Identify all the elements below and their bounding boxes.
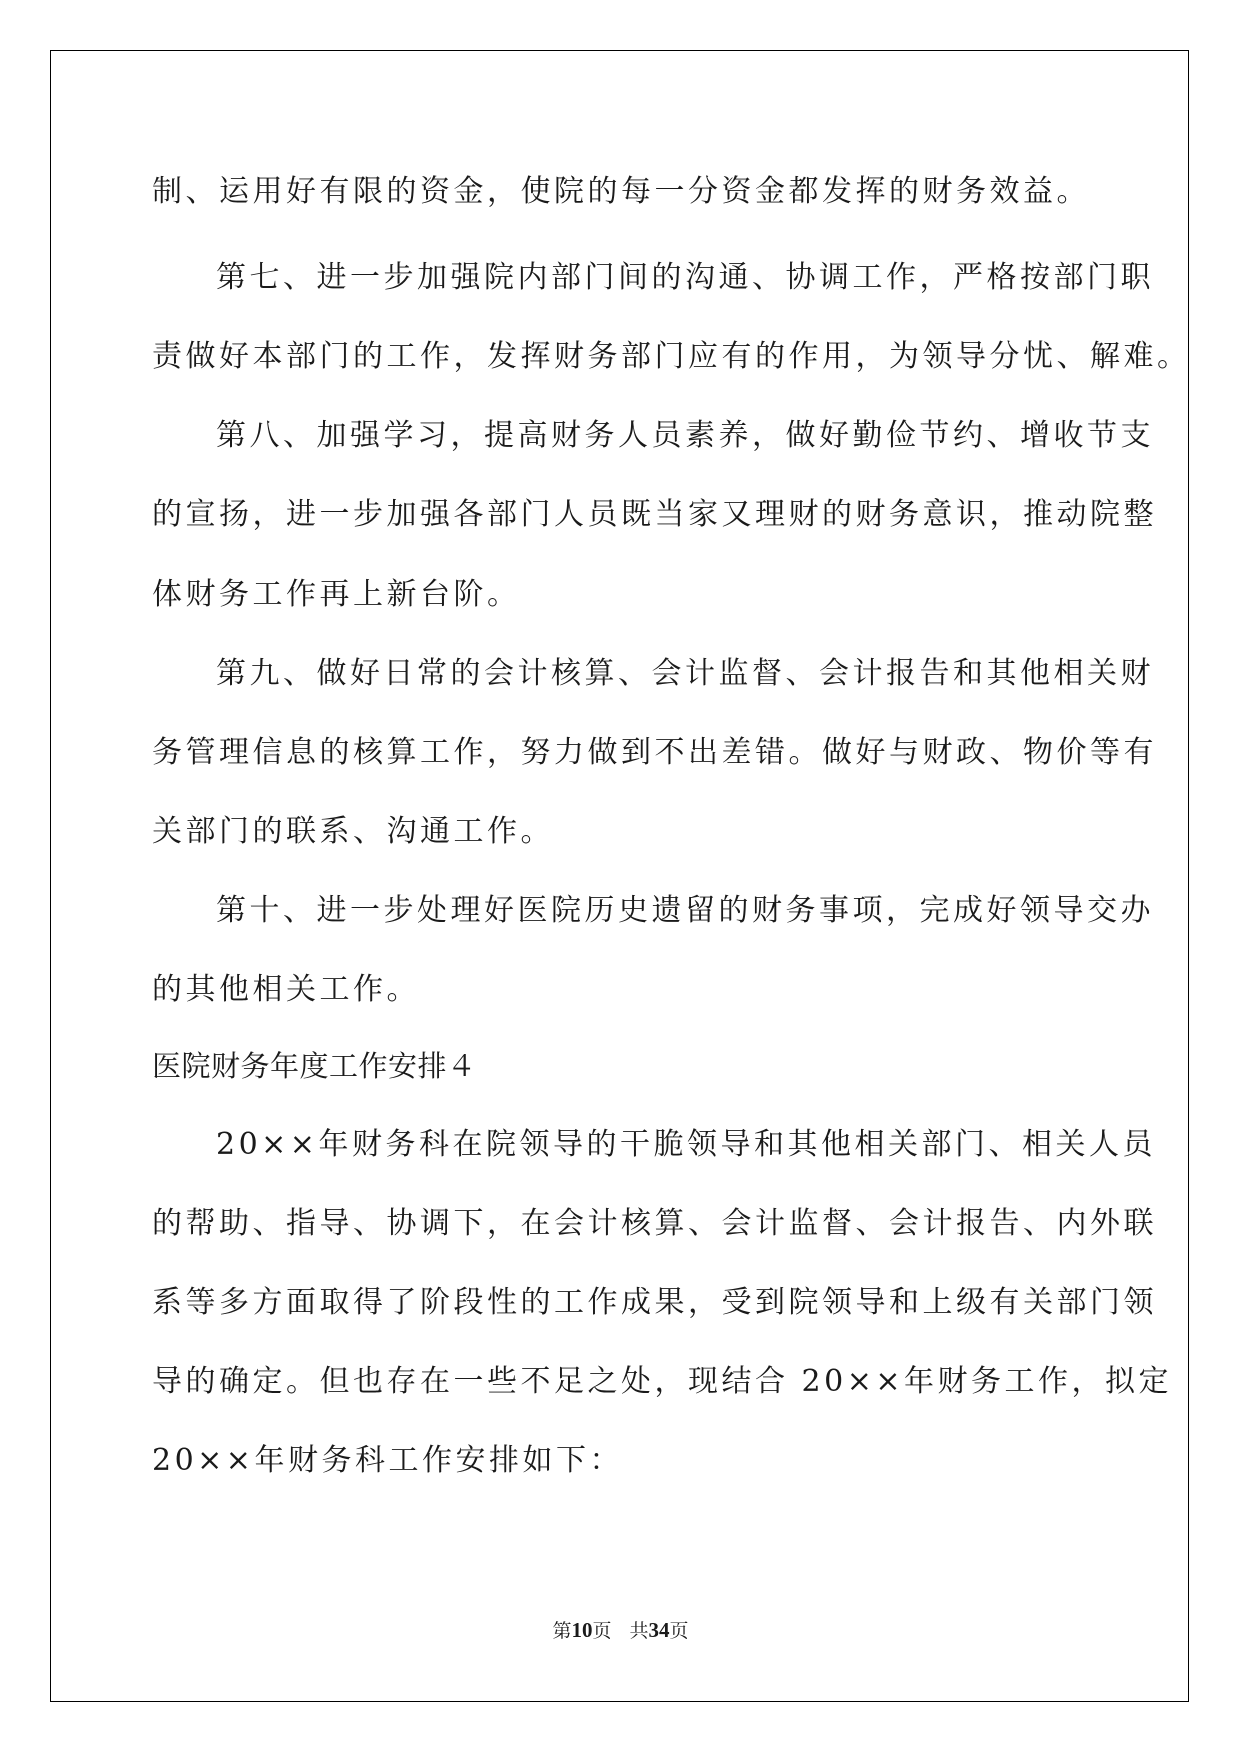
paragraph-line: 责做好本部门的工作，发挥财务部门应有的作用，为领导分忧、解难。	[152, 339, 1191, 374]
page-number: 10	[571, 1618, 593, 1642]
paragraph-line: 第八、加强学习，提高财务人员素养，做好勤俭节约、增收节支	[216, 418, 1154, 453]
page-footer	[0, 1616, 1241, 1643]
section-heading: 医院财务年度工作安排４	[152, 1049, 477, 1083]
paragraph-line: 导的确定。但也存在一些不足之处，现结合 20××年财务工作，拟定	[152, 1364, 1172, 1399]
paragraph-line: 体财务工作再上新台阶。	[152, 577, 521, 612]
paragraph-line: 的帮助、指导、协调下，在会计核算、会计监督、会计报告、内外联	[152, 1206, 1157, 1241]
total-prefix: 共	[629, 1620, 649, 1642]
paragraph-line: 制、运用好有限的资金，使院的每一分资金都发挥的财务效益。	[152, 174, 1090, 209]
paragraph-line: 第九、做好日常的会计核算、会计监督、会计报告和其他相关财	[216, 656, 1154, 691]
page-prefix: 第	[552, 1620, 572, 1642]
paragraph-line: 务管理信息的核算工作，努力做到不出差错。做好与财政、物价等有	[152, 735, 1157, 770]
page-suffix: 页	[592, 1620, 612, 1642]
paragraph-line: 第十、进一步处理好医院历史遗留的财务事项，完成好领导交办	[216, 893, 1154, 928]
paragraph-line: 的宣扬，进一步加强各部门人员既当家又理财的财务意识，推动院整	[152, 497, 1157, 532]
paragraph-line: 第七、进一步加强院内部门间的沟通、协调工作，严格按部门职	[216, 260, 1154, 295]
paragraph-line: 的其他相关工作。	[152, 972, 420, 1007]
total-suffix: 页	[669, 1620, 689, 1642]
paragraph-line: 20××年财务科在院领导的干脆领导和其他相关部门、相关人员	[216, 1127, 1156, 1162]
total-pages: 34	[648, 1618, 670, 1642]
paragraph-line: 20××年财务科工作安排如下：	[152, 1443, 623, 1478]
paragraph-line: 关部门的联系、沟通工作。	[152, 814, 554, 849]
paragraph-line: 系等多方面取得了阶段性的工作成果，受到院领导和上级有关部门领	[152, 1285, 1157, 1320]
